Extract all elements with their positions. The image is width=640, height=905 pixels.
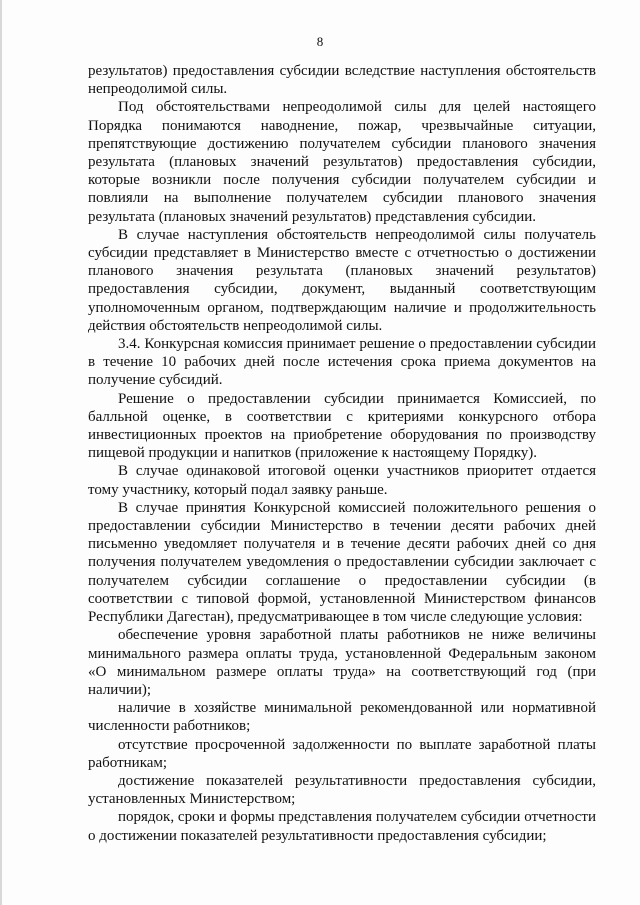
page-edge (0, 0, 2, 905)
list-item-reporting-procedure: порядок, сроки и формы представления получателем субсидии отчетности о достижении показателей результативности предоставления субсидии; (88, 809, 596, 844)
paragraph-equal-score-priority: В случае одинаковой итоговой оценки участников приоритет отдается тому участнику, который подал заявку раньше. (88, 463, 596, 498)
list-item-performance-indicators: достижение показателей результативности предоставления субсидии, установленных Министерством; (88, 772, 596, 808)
paragraph-force-majeure-report: В случае наступления обстоятельств непреодолимой силы получатель субсидии представляет в Министерство вместе с отчетностью о достижении планового значения результата (плановых значений результатов) предоставления субсидии, документ, выданный соответствующим уполномоченным органом, подтверждающим наличие и продолжительность действия обстоятельств непреодолимой силы. (88, 226, 596, 334)
paragraph-force-majeure-result: результатов) предоставления субсидии вследствие наступления обстоятельств непреодолимой силы. (88, 63, 596, 98)
paragraph-decision-criteria: Решение о предоставлении субсидии принимается Комиссией, по балльной оценке, в соответствии с критериями конкурсного отбора инвестиционных проектов на приобретение оборудования по производству пищевой продукции и напитков (приложение к настоящему Порядку). (88, 390, 596, 462)
list-item-staff-count: наличие в хозяйстве минимальной рекомендованной или нормативной численности работников; (88, 700, 596, 735)
document-body (88, 62, 596, 845)
page-number: 8 (316, 34, 324, 49)
paragraph-force-majeure-definition: Под обстоятельствами непреодолимой силы для целей настоящего Порядка понимаются наводнение, пожар, чрезвычайные ситуации, препятствующие достижению получателем субсидии планового значения результата (плановых значений результатов) предоставления субсидии, которые возникли после получения субсидии получателем субсидии и повлияли на выполнение получателем субсидии планового значения результата (плановых значений результатов) представления субсидии. (88, 99, 596, 225)
paragraph-section-3-4: 3.4. Конкурсная комиссия принимает решение о предоставлении субсидии в течение 10 рабочих дней после истечения срока приема документов на получение субсидий. (88, 336, 596, 389)
list-item-no-wage-arrears: отсутствие просроченной задолженности по выплате заработной платы работникам; (88, 736, 596, 771)
list-item-minimum-wage: обеспечение уровня заработной платы работников не ниже величины минимального размера оплаты труда, установленной Федеральным законом «О минимальном размере оплаты труда» на соответствующий год (при наличии); (88, 627, 596, 698)
paragraph-agreement-conditions: В случае принятия Конкурсной комиссией положительного решения о предоставлении субсидии Министерство в течении десяти рабочих дней письменно уведомляет получателя и в течение десяти рабочих дней со дня получения получателем уведомления о предоставлении субсидии заключает с получателем субсидии соглашение о предоставлении субсидии (в соответствии с типовой формой, установленной Министерством финансов Республики Дагестан), предусматривающее в том числе следующие условия: (88, 499, 596, 626)
